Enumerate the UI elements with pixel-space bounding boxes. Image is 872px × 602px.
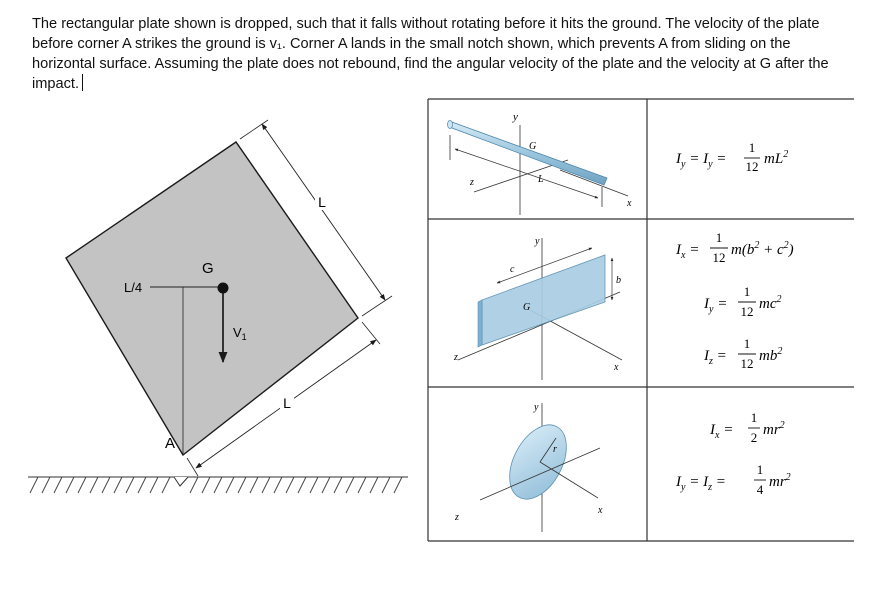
svg-text:mb2: $mb^2$ xyxy=(759,346,783,364)
thin-plate xyxy=(482,255,605,345)
svg-text:1: 1 xyxy=(756,462,764,477)
svg-text:Iy = Iy =: $I_y = I_y$ = xyxy=(676,151,727,170)
rod-label-G: G xyxy=(529,141,537,152)
svg-text:mr2: $mr^2$ xyxy=(769,472,791,490)
slender-rod xyxy=(449,121,607,185)
plate-formula-x xyxy=(675,230,794,265)
svg-text:12: 12 xyxy=(740,356,754,371)
thin-disk-diagram xyxy=(454,402,603,532)
svg-text:Iy = Iz =: $I_y = I_z$ = xyxy=(676,474,726,493)
svg-text:mL2: $mL^2$ xyxy=(764,149,789,167)
dim-label-L-top: L xyxy=(318,194,326,210)
svg-text:Ix =: $I_x$ = xyxy=(710,422,734,441)
label-V1: $V_1$ xyxy=(233,325,247,342)
rod-formula xyxy=(675,140,788,174)
svg-text:Ix =: $I_x$ = xyxy=(676,242,700,261)
svg-text:1: 1 xyxy=(743,336,751,351)
dim-ext-bottom-1 xyxy=(187,458,198,476)
disk-formula-x xyxy=(709,410,785,445)
svg-text:2: 2 xyxy=(750,430,758,445)
svg-text:1: 1 xyxy=(750,410,758,425)
disk-label-r: r xyxy=(553,444,557,455)
dim-ext-bottom-2 xyxy=(362,322,380,344)
rectangular-plate xyxy=(66,142,358,455)
disk-axis-z: z xyxy=(455,512,459,523)
svg-text:1: 1 xyxy=(715,230,723,245)
rod-axis-x: x xyxy=(627,198,632,209)
svg-text:Iz =: $I_z$ = xyxy=(704,348,727,367)
dim-ext-top-2 xyxy=(362,296,392,316)
ground-hatching xyxy=(30,477,402,493)
plate-label-G: G xyxy=(523,302,531,313)
svg-text:12: 12 xyxy=(745,159,759,174)
rod-axis-z: z xyxy=(470,177,474,188)
plate-axis-z: z xyxy=(454,352,458,363)
svg-text:m(b2 + c2): $m(b^2 + c^2)$ xyxy=(731,240,794,258)
svg-text:mc2: $mc^2$ xyxy=(759,294,782,312)
plate-figure xyxy=(28,120,408,493)
disk-formula-yz xyxy=(675,462,791,497)
ground-notch xyxy=(174,477,188,486)
disk-axis-y: y xyxy=(534,402,539,413)
thin-plate-diagram xyxy=(453,236,622,380)
dim-label-L4: L/4 xyxy=(124,280,143,295)
problem-text: The rectangular plate shown is dropped, such that it falls without rotating before it hits the ground. The velocity of the plate before corner A strikes the ground is v₁. Corner A lands in the small notch shown, which prevents A from sliding on the horizontal surface. Assuming the plate does not rebound, find the angular velocity of the plate and the velocity at G after the impact. xyxy=(32,16,829,92)
label-G: G xyxy=(202,260,214,277)
svg-text:Iy =: $I_y$ = xyxy=(704,296,728,315)
plate-label-c: c xyxy=(510,264,515,275)
plate-axis-y: y xyxy=(535,236,540,247)
svg-text:4: 4 xyxy=(756,482,764,497)
plate-axis-x: x xyxy=(614,362,619,373)
disk-axis-x: x xyxy=(598,505,603,516)
rod-axis-y: y xyxy=(513,111,518,123)
rod-label-L: L xyxy=(538,174,544,185)
svg-text:1: 1 xyxy=(743,284,751,299)
plate-formula-y xyxy=(703,284,782,319)
center-of-mass-dot xyxy=(218,283,229,294)
svg-text:12: 12 xyxy=(740,304,754,319)
plate-label-b: b xyxy=(616,275,621,286)
thin-disk xyxy=(498,415,578,508)
rod-diagram xyxy=(448,111,633,215)
dim-label-L-bottom: L xyxy=(283,395,291,411)
dim-ext-top-1 xyxy=(240,120,268,139)
plate-formula-z xyxy=(703,336,782,371)
svg-text:mr2: $mr^2$ xyxy=(763,420,785,438)
svg-text:1: 1 xyxy=(748,140,756,155)
label-A: A xyxy=(165,435,176,452)
svg-text:12: 12 xyxy=(712,250,726,265)
